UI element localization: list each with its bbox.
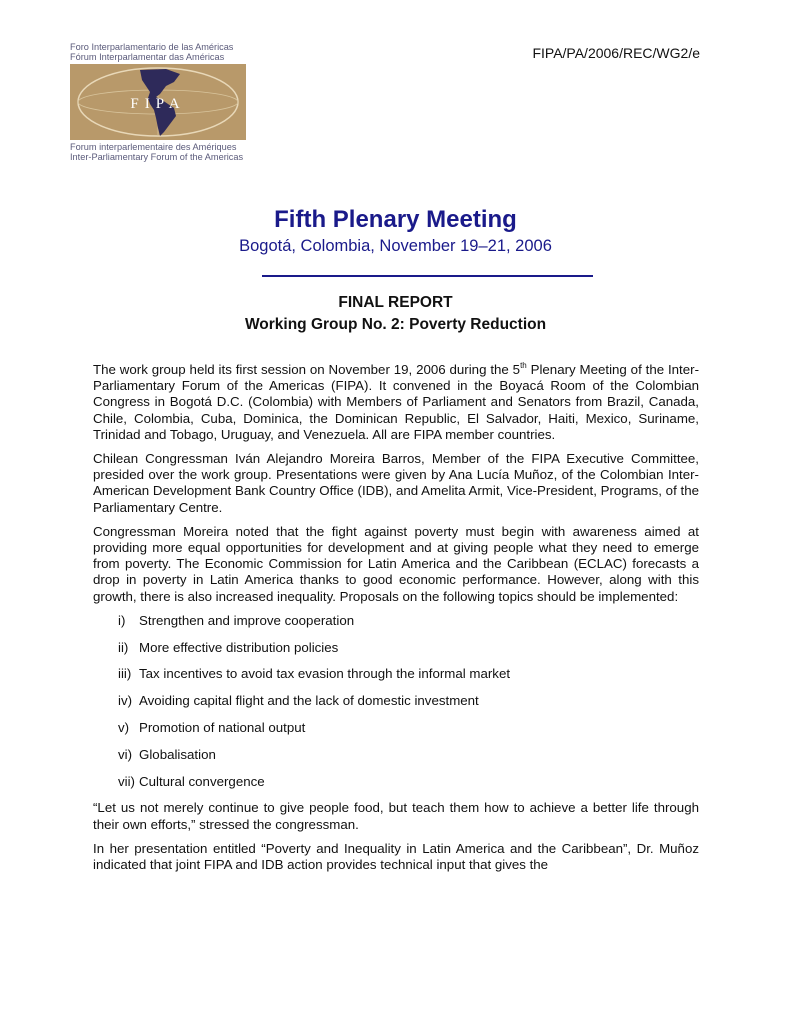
body-text	[93, 362, 699, 881]
paragraph-3: Congressman Moreira noted that the fight against poverty must begin with awareness aimed at providing more equal opportunities for development and at giving people what they need to emerge from poverty. The Economic Commission for Latin America and the Caribbean (ECLAC) forecasts a drop in poverty in Latin America thanks to good economic performance. However, along with this growth, there is also increased inequality. Proposals on the following topics should be implemented:	[93, 523, 699, 604]
fipa-logo	[70, 42, 250, 162]
list-item	[93, 693, 699, 720]
paragraph-1	[93, 362, 699, 443]
title-block	[0, 205, 791, 257]
list-number: iv)	[118, 693, 133, 709]
list-number: v)	[118, 720, 130, 736]
list-item	[93, 774, 699, 801]
report-title	[0, 292, 791, 336]
list-text: Avoiding capital flight and the lack of domestic investment	[139, 693, 479, 709]
list-item	[93, 747, 699, 774]
list-number: vii)	[118, 773, 135, 789]
list-number: ii)	[118, 639, 129, 655]
logo-top-line-1: Foro Interparlamentario de las Américas	[70, 42, 234, 52]
subtitle: Bogotá, Colombia, November 19–21, 2006	[239, 237, 552, 255]
report-heading: FINAL REPORT	[338, 294, 453, 311]
paragraph-5: In her presentation entitled “Poverty and Inequality in Latin America and the Caribbean”, Dr. Muñoz indicated that joint FIPA and IDB action provides technical input that gives the	[93, 840, 699, 873]
logo-mark: FIPA	[130, 96, 186, 112]
logo-map-box	[70, 64, 246, 140]
list-text: Cultural convergence	[139, 773, 265, 789]
ordinal-superscript: th	[520, 361, 527, 370]
logo-top-line-2: Fórum Interparlamentar das Américas	[70, 52, 225, 62]
logo-bottom-line-2: Inter-Parliamentary Forum of the Americas	[70, 152, 244, 162]
list-item	[93, 720, 699, 747]
title-divider	[262, 275, 593, 277]
list-number: vi)	[118, 746, 133, 762]
logo-bottom-line-1: Forum interparlementaire des Amériques	[70, 142, 237, 152]
paragraph-1-start: The work group held its first session on November 19, 2006 during the 5	[93, 362, 521, 377]
list-text: Promotion of national output	[139, 720, 306, 736]
paragraph-2: Chilean Congressman Iván Alejandro Moreira Barros, Member of the FIPA Executive Committee, presided over the work group. Presentations were given by Ana Lucía Muñoz, of the Colombian Inter-American Development Bank Country Office (IDB), and Amelita Armit, Vice-President, Programs, of the Parliamentary Centre.	[93, 451, 699, 515]
proposal-list	[93, 613, 699, 801]
list-item	[93, 640, 699, 667]
list-item	[93, 613, 699, 640]
paragraph-1-rest: Plenary Meeting of the Inter-Parliamentary Forum of the Americas (FIPA). It convened in the Boyacá Room of the Colombian Congress in Bogotá D.C. (Colombia) with Members of Parliament and Senators from Brazil, Canada, Chile, Colombia, Cuba, Dominica, the Dominican Republic, El Salvador, Haiti, Mexico, Suriname, Trinidad and Tobago, Uruguay, and Venezuela. All are FIPA member countries.	[93, 362, 699, 442]
document-code: FIPA/PA/2006/REC/WG2/e	[532, 45, 700, 61]
americas-map-icon	[70, 64, 246, 140]
working-group-heading: Working Group No. 2: Poverty Reduction	[244, 316, 547, 333]
main-title: Fifth Plenary Meeting	[274, 206, 517, 233]
list-text: Tax incentives to avoid tax evasion through the informal market	[139, 666, 511, 682]
list-item	[93, 666, 699, 693]
list-text: Strengthen and improve cooperation	[139, 612, 355, 628]
list-text: More effective distribution policies	[139, 639, 339, 655]
list-text: Globalisation	[139, 746, 216, 762]
list-number: iii)	[118, 666, 132, 682]
list-number: i)	[118, 612, 126, 628]
paragraph-4: “Let us not merely continue to give people food, but teach them how to achieve a better life through their own efforts,” stressed the congressman.	[93, 800, 699, 832]
